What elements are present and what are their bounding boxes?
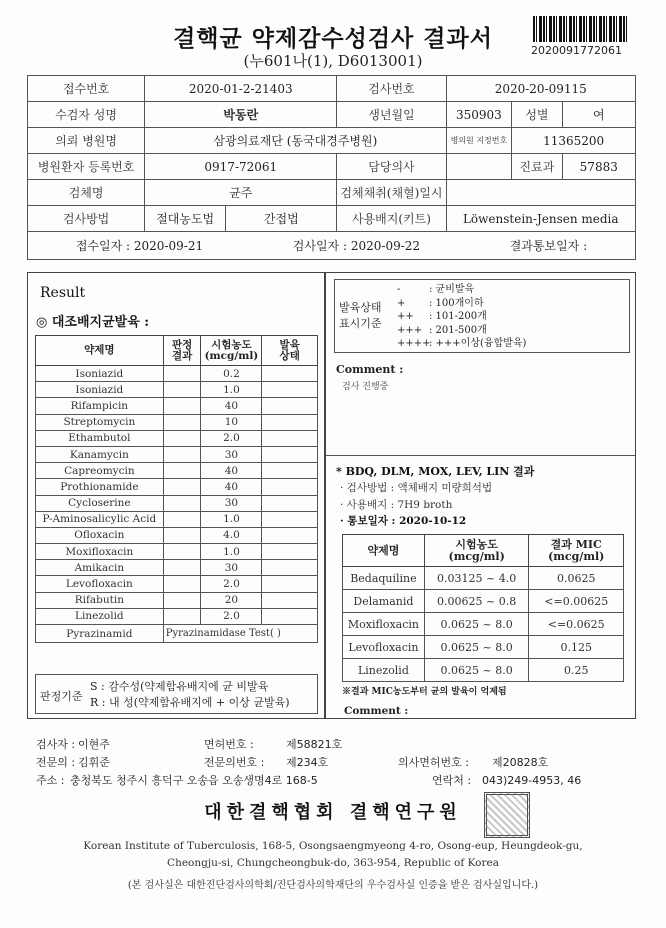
report-title: 결핵균 약제감수성검사 결과서 (173, 25, 493, 52)
drug-judge (163, 382, 201, 398)
drug-conc: 1.0 (201, 544, 262, 560)
drug-conc: 2.0 (201, 576, 262, 592)
col-growth: 발육 상태 (262, 336, 318, 366)
dept-label: 진료과 (512, 154, 562, 180)
birth-value: 350903 (446, 102, 512, 128)
drug-growth (262, 398, 318, 414)
certification-note: (본 검사실은 대한진단검사의학회/진단검사의학재단의 우수검사실 인증을 받은 검사실입니다.) (127, 880, 539, 891)
dept-value: 57883 (562, 154, 635, 180)
judge-label: 판정기준 (40, 690, 83, 703)
accession-value: 2020-01-2-21403 (145, 76, 337, 102)
col-conc: 시험농도 (mcg/ml) (201, 336, 262, 366)
drug-name: Kanamycin (36, 446, 164, 462)
mic-range: 0.0625 ~ 8.0 (424, 636, 529, 659)
drug-name: Rifabutin (36, 592, 164, 608)
inst-label: 병의원 지정번호 (446, 128, 512, 154)
method-label: 검사방법 (28, 206, 145, 232)
specialist-label: 전문의 : (36, 756, 76, 769)
reg-label: 병원환자 등록번호 (28, 154, 145, 180)
drug-conc: 1.0 (201, 511, 262, 527)
drug-growth (262, 430, 318, 446)
drug-judge (163, 544, 201, 560)
drug-result-table (35, 335, 318, 643)
drug-conc: 4.0 (201, 527, 262, 543)
drug-growth (262, 495, 318, 511)
drug-name: Levofloxacin (36, 576, 164, 592)
mic-range: 0.0625 ~ 8.0 (424, 613, 529, 636)
drug-growth (262, 592, 318, 608)
drug-row (36, 511, 318, 527)
mic-mic: <=0.0625 (529, 613, 624, 636)
barcode (533, 16, 629, 42)
drug-name: Cycloserine (36, 495, 164, 511)
growth-criteria-row (397, 324, 526, 338)
footer-info (36, 736, 636, 790)
address-value: 충청북도 청주시 흥덕구 오송읍 오송생명4로 168-5 (70, 774, 318, 787)
growth-desc: : 201-500개 (429, 324, 487, 336)
dates-row (28, 232, 636, 260)
growth-desc: : 균비발육 (429, 284, 475, 295)
section-divider (326, 455, 635, 456)
birth-label: 생년월일 (337, 102, 446, 128)
mic-col-result: 결과 MIC (mcg/ml) (529, 535, 624, 567)
test-no-value: 2020-20-09115 (446, 76, 635, 102)
organization-address-2: Cheongju-si, Chungcheongbuk-do, 363-954, Republic of Korea (167, 857, 499, 869)
rapid-report-date: · 통보일자 : 2020-10-12 (340, 515, 467, 527)
drug-growth (262, 463, 318, 479)
received-value: 2020-09-21 (133, 239, 204, 253)
drug-row (36, 592, 318, 608)
contact-label: 연락처 : (432, 774, 472, 787)
mic-note: ※결과 MIC농도부터 균의 발육이 억제됨 (342, 687, 507, 697)
drug-name: Streptomycin (36, 414, 164, 430)
organization-address-1: Korean Institute of Tuberculosis, 168-5, Osongsaengmyeong 4-ro, Osong-eup, Heungdeok-gu, (83, 840, 583, 852)
doctor-license-label: 의사면허번호 : (398, 756, 469, 769)
judge-r: R : 내 성(약제함유배지에 + 이상 균발육) (90, 696, 290, 709)
mic-row (343, 567, 624, 590)
barcode-number: 2020091772061 (531, 44, 622, 57)
received-label: 접수일자 : (75, 239, 131, 253)
drug-growth (262, 576, 318, 592)
drug-conc: 20 (201, 592, 262, 608)
test-no-label: 검사번호 (337, 76, 446, 102)
drug-name: Ofloxacin (36, 527, 164, 543)
drug-row (36, 430, 318, 446)
mic-mic: 0.0625 (529, 567, 624, 590)
collect-label: 검체채취(채혈)일시 (337, 180, 446, 206)
mic-drug: Moxifloxacin (343, 613, 425, 636)
drug-row (36, 382, 318, 398)
official-seal-icon (484, 792, 530, 838)
mic-table (342, 534, 624, 682)
drug-name: P-Aminosalicylic Acid (36, 511, 164, 527)
growth-criteria-row (397, 337, 526, 351)
drug-judge (163, 608, 201, 624)
drug-growth (262, 382, 318, 398)
growth-criteria-row (397, 283, 526, 297)
mic-drug: Linezolid (343, 659, 425, 682)
drug-name: Moxifloxacin (36, 544, 164, 560)
drug-growth (262, 527, 318, 543)
growth-criteria-row (397, 310, 526, 324)
hospital-label: 의뢰 병원명 (28, 128, 145, 154)
drug-name: Prothionamide (36, 479, 164, 495)
drug-name: Isoniazid (36, 366, 164, 382)
col-drug: 약제명 (36, 336, 164, 366)
drug-conc: 1.0 (201, 382, 262, 398)
drug-growth (262, 608, 318, 624)
drug-judge (163, 560, 201, 576)
comment-label: Comment : (336, 363, 404, 376)
growth-symbol: ++ (397, 311, 414, 322)
drug-growth (262, 544, 318, 560)
mic-row (343, 659, 624, 682)
drug-row (36, 544, 318, 560)
result-label: Result (40, 285, 86, 301)
specimen-value: 균주 (145, 180, 337, 206)
drug-row (36, 366, 318, 382)
drug-row (36, 608, 318, 624)
drug-judge (163, 527, 201, 543)
judgment-criteria (35, 674, 318, 714)
name-value: 박동란 (145, 102, 337, 128)
method-value-1: 절대농도법 (145, 206, 226, 232)
drug-judge (163, 446, 201, 462)
address-label: 주소 : (36, 774, 65, 787)
mic-row (343, 590, 624, 613)
sex-label: 성별 (512, 102, 562, 128)
license-label: 면허번호 : (204, 738, 254, 751)
mic-col-drug: 약제명 (343, 535, 425, 567)
mic-mic: 0.25 (529, 659, 624, 682)
drug-judge (163, 430, 201, 446)
tester-label: 검사자 : (36, 738, 76, 751)
drug-conc: 2.0 (201, 608, 262, 624)
medium-value: Löwenstein-Jensen media (446, 206, 635, 232)
drug-row (36, 495, 318, 511)
drug-name: Capreomycin (36, 463, 164, 479)
drug-conc: 30 (201, 495, 262, 511)
mic-row (343, 613, 624, 636)
drug-judge (163, 495, 201, 511)
mic-col-conc: 시험농도 (mcg/ml) (424, 535, 529, 567)
drug-judge (163, 511, 201, 527)
drug-growth (262, 366, 318, 382)
drug-judge (163, 463, 201, 479)
tested-label: 검사일자 : (292, 239, 348, 253)
growth-criteria-box (334, 279, 630, 353)
control-growth-label: ◎ 대조배지균발육 : (36, 315, 150, 330)
drug-judge (163, 366, 201, 382)
doctor-label: 담당의사 (337, 154, 446, 180)
drug-name: Isoniazid (36, 382, 164, 398)
report-subtitle: (누601나(1), D6013001) (243, 52, 423, 70)
drug-growth (262, 446, 318, 462)
name-label: 수검자 성명 (28, 102, 145, 128)
result-panel (27, 272, 325, 719)
growth-desc: : 100개이하 (429, 297, 484, 309)
inst-value: 11365200 (512, 128, 636, 154)
organization-name: 대한결핵협회 결핵연구원 (204, 802, 462, 823)
growth-symbol: - (397, 284, 401, 295)
mic-range: 0.03125 ~ 4.0 (424, 567, 529, 590)
mic-drug: Bedaquiline (343, 567, 425, 590)
drug-row (36, 560, 318, 576)
rapid-medium: · 사용배지 : 7H9 broth (340, 498, 453, 511)
col-judge: 판정 결과 (163, 336, 201, 366)
drug-name: Rifampicin (36, 398, 164, 414)
drug-row (36, 463, 318, 479)
patient-info-table (27, 75, 636, 260)
drug-conc: 40 (201, 463, 262, 479)
growth-symbol: ++++ (397, 338, 431, 349)
rapid-method: · 검사방법 : 액체배지 미량희석법 (340, 482, 493, 494)
mic-range: 0.0625 ~ 8.0 (424, 659, 529, 682)
pyrazinamid-name: Pyrazinamid (36, 625, 164, 643)
mic-mic: <=0.00625 (529, 590, 624, 613)
specialist-no-label: 전문의번호 : (204, 756, 265, 769)
mic-mic: 0.125 (529, 636, 624, 659)
sex-value: 여 (562, 102, 635, 128)
doctor-value (446, 154, 512, 180)
mic-drug: Delamanid (343, 590, 425, 613)
drug-conc: 30 (201, 560, 262, 576)
tester-name: 이현주 (78, 738, 110, 751)
hospital-value: 삼광의료재단 (동국대경주병원) (145, 128, 446, 154)
drug-conc: 10 (201, 414, 262, 430)
drug-row (36, 398, 318, 414)
mic-drug: Levofloxacin (343, 636, 425, 659)
drug-conc: 40 (201, 398, 262, 414)
growth-label-2: 표시기준 (339, 317, 382, 330)
drug-growth (262, 511, 318, 527)
method-value-2: 간접법 (226, 206, 337, 232)
drug-conc: 0.2 (201, 366, 262, 382)
growth-symbol: + (397, 297, 406, 309)
medium-label: 사용배지(키트) (337, 206, 446, 232)
drug-judge (163, 576, 201, 592)
drug-judge (163, 479, 201, 495)
growth-label-1: 발육상태 (339, 301, 382, 314)
rapid-result-panel (325, 272, 636, 719)
drug-row (36, 479, 318, 495)
drug-conc: 30 (201, 446, 262, 462)
tested-value: 2020-09-22 (350, 239, 421, 253)
accession-label: 접수번호 (28, 76, 145, 102)
reported-label: 결과통보일자 : (509, 239, 588, 253)
reg-value: 0917-72061 (145, 154, 337, 180)
rapid-title: * BDQ, DLM, MOX, LEV, LIN 결과 (336, 465, 535, 478)
mic-row (343, 636, 624, 659)
drug-judge (163, 592, 201, 608)
growth-desc: : +++이상(융합발육) (429, 338, 527, 349)
drug-judge (163, 414, 201, 430)
collect-value (446, 180, 635, 206)
drug-judge (163, 398, 201, 414)
drug-row (36, 527, 318, 543)
specialist-no: 제234호 (286, 756, 329, 769)
growth-criteria-row (397, 297, 526, 311)
growth-symbol: +++ (397, 324, 423, 336)
drug-name: Linezolid (36, 608, 164, 624)
drug-name: Amikacin (36, 560, 164, 576)
drug-name: Ethambutol (36, 430, 164, 446)
specimen-label: 검체명 (28, 180, 145, 206)
drug-row (36, 446, 318, 462)
drug-row (36, 576, 318, 592)
drug-row (36, 414, 318, 430)
specialist-name: 김휘준 (78, 756, 110, 769)
drug-growth (262, 414, 318, 430)
rapid-comment-label: Comment : (344, 705, 409, 717)
drug-growth (262, 560, 318, 576)
mic-range: 0.00625 ~ 0.8 (424, 590, 529, 613)
drug-conc: 2.0 (201, 430, 262, 446)
comment-text: 검사 진행중 (342, 382, 389, 392)
judge-s: S : 감수성(약제함유배지에 균 비발육 (90, 680, 269, 693)
doctor-license-no: 제20828호 (492, 756, 549, 769)
drug-conc: 40 (201, 479, 262, 495)
drug-growth (262, 479, 318, 495)
contact-value: 043)249-4953, 46 (482, 774, 582, 787)
growth-desc: : 101-200개 (429, 311, 487, 322)
pyrazinamid-test: Pyrazinamidase Test( ) (163, 625, 317, 643)
license-no: 제58821호 (286, 738, 343, 751)
